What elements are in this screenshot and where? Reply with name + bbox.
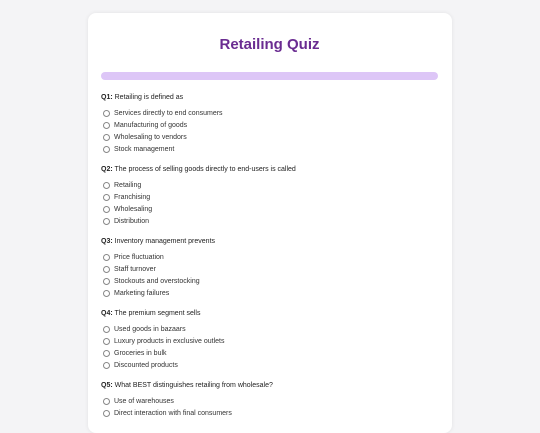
option-label: Wholesaling	[114, 205, 153, 213]
radio-button[interactable]	[103, 326, 110, 333]
option-label: Retailing	[114, 181, 142, 189]
option-label: Used goods in bazaars	[114, 325, 186, 333]
question-number: Q5:	[101, 382, 113, 389]
question-text	[101, 381, 438, 390]
option-label: Staff turnover	[114, 265, 156, 273]
radio-button[interactable]	[103, 146, 110, 153]
question-prompt: Retailing is defined as	[114, 94, 184, 101]
radio-button[interactable]	[103, 182, 110, 189]
option-label: Stock management	[114, 145, 175, 153]
quiz-card	[88, 13, 452, 433]
answer-option[interactable]	[101, 263, 438, 275]
option-label: Franchising	[114, 193, 151, 201]
option-label: Marketing failures	[114, 289, 170, 297]
question-prompt: What BEST distinguishes retailing from wholesale?	[114, 382, 273, 389]
question-text	[101, 309, 438, 318]
question-number: Q2:	[101, 166, 113, 173]
quiz-title: Retailing Quiz	[219, 36, 320, 53]
question-text	[101, 237, 438, 246]
answer-option[interactable]	[101, 191, 438, 203]
radio-button[interactable]	[103, 362, 110, 369]
answer-option[interactable]	[101, 215, 438, 227]
option-label: Price fluctuation	[114, 253, 164, 261]
question-list	[101, 93, 438, 419]
radio-button[interactable]	[103, 110, 110, 117]
answer-option[interactable]	[101, 407, 438, 419]
radio-button[interactable]	[103, 206, 110, 213]
answer-option[interactable]	[101, 119, 438, 131]
radio-button[interactable]	[103, 278, 110, 285]
answer-option[interactable]	[101, 347, 438, 359]
option-label: Distribution	[114, 217, 150, 225]
option-label: Services directly to end consumers	[114, 109, 223, 117]
question-5	[101, 381, 438, 419]
answer-option[interactable]	[101, 335, 438, 347]
option-label: Luxury products in exclusive outlets	[114, 337, 225, 345]
radio-button[interactable]	[103, 290, 110, 297]
question-text	[101, 93, 438, 102]
radio-button[interactable]	[103, 266, 110, 273]
question-2	[101, 165, 438, 227]
question-number: Q1:	[101, 94, 113, 101]
answer-option[interactable]	[101, 287, 438, 299]
radio-button[interactable]	[103, 350, 110, 357]
question-prompt: The premium segment sells	[114, 310, 201, 317]
radio-button[interactable]	[103, 338, 110, 345]
option-label: Use of warehouses	[114, 397, 174, 405]
question-number: Q4:	[101, 310, 113, 317]
answer-option[interactable]	[101, 359, 438, 371]
radio-button[interactable]	[103, 398, 110, 405]
answer-option[interactable]	[101, 203, 438, 215]
option-label: Wholesaling to vendors	[114, 133, 187, 141]
question-4	[101, 309, 438, 371]
answer-option[interactable]	[101, 107, 438, 119]
answer-option[interactable]	[101, 395, 438, 407]
option-label: Manufacturing of goods	[114, 121, 188, 129]
radio-button[interactable]	[103, 134, 110, 141]
answer-option[interactable]	[101, 131, 438, 143]
option-label: Direct interaction with final consumers	[114, 409, 232, 417]
question-text	[101, 165, 438, 174]
answer-option[interactable]	[101, 143, 438, 155]
option-label: Discounted products	[114, 361, 178, 369]
radio-button[interactable]	[103, 194, 110, 201]
answer-option[interactable]	[101, 179, 438, 191]
question-prompt: The process of selling goods directly to end-users is called	[114, 166, 296, 173]
answer-option[interactable]	[101, 323, 438, 335]
answer-option[interactable]	[101, 275, 438, 287]
answer-option[interactable]	[101, 251, 438, 263]
question-3	[101, 237, 438, 299]
radio-button[interactable]	[103, 122, 110, 129]
question-prompt: Inventory management prevents	[114, 238, 216, 245]
progress-bar	[101, 72, 438, 80]
radio-button[interactable]	[103, 218, 110, 225]
question-number: Q3:	[101, 238, 113, 245]
option-label: Stockouts and overstocking	[114, 277, 200, 285]
option-label: Groceries in bulk	[114, 349, 167, 357]
radio-button[interactable]	[103, 410, 110, 417]
radio-button[interactable]	[103, 254, 110, 261]
question-1	[101, 93, 438, 155]
